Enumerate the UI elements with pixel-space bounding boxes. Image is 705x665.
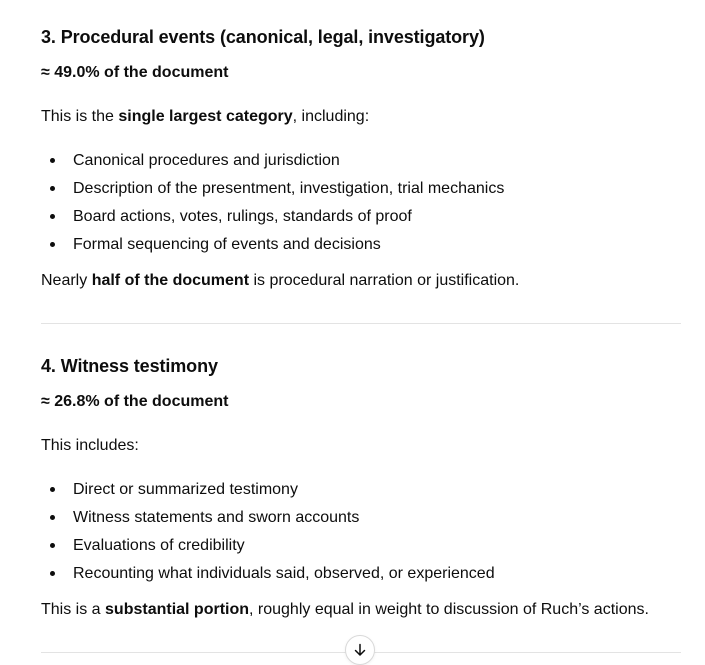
bullet-dot	[50, 571, 55, 576]
list-item	[41, 507, 681, 535]
section-3-share: ≈ 49.0% of the document	[41, 64, 229, 81]
list-item-text: Witness statements and sworn accounts	[73, 509, 360, 526]
section-3-summary-prefix: Nearly	[41, 272, 92, 289]
bullet-dot	[50, 186, 55, 191]
list-item	[41, 563, 681, 591]
bullet-dot	[50, 543, 55, 548]
list-item-text: Canonical procedures and jurisdiction	[73, 152, 340, 169]
section-3-summary	[41, 270, 519, 292]
section-divider	[41, 323, 681, 324]
section-4-summary-suffix: , roughly equal in weight to discussion of Ruch’s actions.	[249, 601, 649, 618]
list-item-text: Direct or summarized testimony	[73, 481, 298, 498]
arrow-down-icon	[353, 643, 367, 657]
section-4-bullet-list	[41, 479, 681, 591]
section-3-intro-prefix: This is the	[41, 108, 119, 125]
section-4-intro: This includes:	[41, 437, 139, 454]
section-4-share: ≈ 26.8% of the document	[41, 393, 229, 410]
section-3-heading: 3. Procedural events (canonical, legal, investigatory)	[41, 27, 485, 47]
bullet-dot	[50, 487, 55, 492]
section-4-summary	[41, 599, 649, 621]
section-3-intro-bold: single largest category	[118, 108, 293, 125]
section-3-summary-bold: half of the document	[91, 272, 250, 289]
list-item	[41, 206, 681, 234]
section-4-summary-bold: substantial portion	[105, 601, 250, 618]
bullet-dot	[50, 158, 55, 163]
list-item	[41, 479, 681, 507]
list-item	[41, 234, 681, 262]
list-item-text: Formal sequencing of events and decisions	[73, 236, 381, 253]
section-3-bullet-list	[41, 150, 681, 262]
list-item-text: Description of the presentment, investigation, trial mechanics	[73, 180, 505, 197]
section-4-summary-prefix: This is a	[41, 601, 106, 618]
list-item	[41, 535, 681, 563]
bullet-dot	[50, 214, 55, 219]
list-item-text: Evaluations of credibility	[73, 537, 245, 554]
list-item	[41, 178, 681, 206]
bullet-dot	[50, 242, 55, 247]
section-3-summary-suffix: is procedural narration or justification.	[249, 272, 520, 289]
section-3-intro	[41, 106, 369, 128]
bullet-dot	[50, 515, 55, 520]
list-item-text: Recounting what individuals said, observed, or experienced	[73, 565, 495, 582]
list-item-text: Board actions, votes, rulings, standards of proof	[73, 208, 412, 225]
scroll-to-bottom-button[interactable]	[345, 635, 375, 665]
list-item	[41, 150, 681, 178]
section-4-heading: 4. Witness testimony	[41, 356, 218, 376]
section-3-intro-suffix: , including:	[292, 108, 370, 125]
